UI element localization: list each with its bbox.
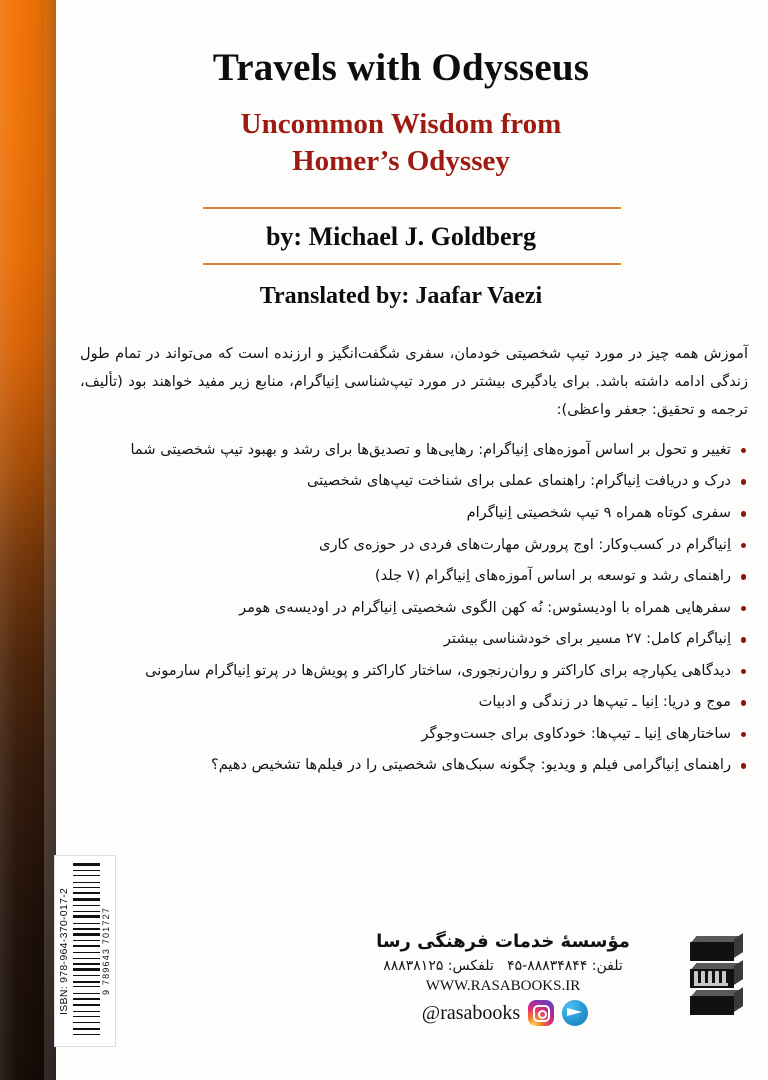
telegram-icon[interactable] bbox=[562, 1000, 588, 1026]
intro-paragraph: آموزش همه چیز در مورد تیپ شخصیتی خودمان، سفری شگفت‌انگیز و ارزنده است که می‌تواند در تمام طول زندگی ادامه داشته باشد. برای یادگیری بیشتر در مورد تیپ‌شناسی اِنیاگرام، منابع زیر مفید خواهند بود (تألیف، ترجمه و تحقیق: جعفر واعظی): bbox=[80, 344, 748, 418]
list-item: تغییر و تحول بر اساس آموزه‌های اِنیاگرام: رهایی‌ها و تصدیق‌ها برای رشد و بهبود تیپ شخصیتی شما bbox=[80, 437, 748, 464]
book-list bbox=[80, 437, 748, 779]
page-title: Travels with Odysseus bbox=[212, 46, 590, 89]
translator-name: Translated by: Jaafar Vaezi bbox=[259, 282, 543, 309]
social-handle: @rasabooks bbox=[421, 1001, 521, 1024]
author-name: by: Michael J. Goldberg bbox=[265, 221, 537, 251]
list-item: دیدگاهی یکپارچه برای کاراکتر و روان‌رنجوری، ساختار کاراکتر و پویش‌ها در پرتو اِنیاگرام سارمونی bbox=[80, 658, 748, 685]
publisher-phone: تلفن: ۸۸۸۳۴۸۴۴-۴۵ تلفکس: ۸۸۸۳۸۱۲۵ bbox=[383, 958, 623, 974]
list-item: راهنمای رشد و توسعه بر اساس آموزه‌های اِنیاگرام (۷ جلد) bbox=[80, 563, 748, 590]
cover-content bbox=[56, 0, 768, 1080]
subtitle-line-2: Homer’s Odyssey bbox=[292, 144, 510, 177]
list-item: سفری کوتاه همراه ۹ تیپ شخصیتی اِنیاگرام bbox=[80, 500, 748, 527]
isbn-barcode bbox=[54, 855, 116, 1047]
isbn-text: ISBN: 978-964-370-017-2 bbox=[58, 887, 70, 1015]
publisher-logo-icon bbox=[690, 940, 746, 1018]
publisher-footer bbox=[326, 931, 746, 1026]
publisher-website[interactable]: WWW.RASABOOKS.IR bbox=[425, 978, 581, 994]
publisher-name: مؤسسهٔ خدمات فرهنگی رسا bbox=[376, 931, 630, 952]
barcode-bars bbox=[72, 861, 101, 1041]
list-item: سفرهایی همراه با اودیسئوس: نُه کهن الگوی شخصیتی اِنیاگرام در اودیسه‌ی هومر bbox=[80, 595, 748, 622]
instagram-icon[interactable] bbox=[528, 1000, 554, 1026]
social-links bbox=[326, 1000, 680, 1026]
list-item: اِنیاگرام در کسب‌وکار: اوج پرورش مهارت‌های فردی در حوزه‌ی کاری bbox=[80, 532, 748, 559]
barcode-digits: 9 789643 701727 bbox=[101, 906, 111, 996]
list-item: ساختارهای اِنیا ـ تیپ‌ها: خودکاوی برای جست‌وجوگر bbox=[80, 721, 748, 748]
list-item: راهنمای اِنیاگرامی فیلم و ویدیو: چگونه سبک‌های شخصیتی را در فیلم‌ها تشخیص دهیم؟ bbox=[80, 752, 748, 779]
book-spine bbox=[0, 0, 44, 1080]
list-item: موج و دریا: اِنیا ـ تیپ‌ها در زندگی و ادبیات bbox=[80, 689, 748, 716]
subtitle-line-1: Uncommon Wisdom from bbox=[240, 107, 562, 140]
list-item: درک و دریافت اِنیاگرام: راهنمای عملی برای شناخت تیپ‌های شخصیتی bbox=[80, 468, 748, 495]
title-block bbox=[56, 0, 768, 310]
list-item: اِنیاگرام کامل: ۲۷ مسیر برای خودشناسی بیشتر bbox=[80, 626, 748, 653]
